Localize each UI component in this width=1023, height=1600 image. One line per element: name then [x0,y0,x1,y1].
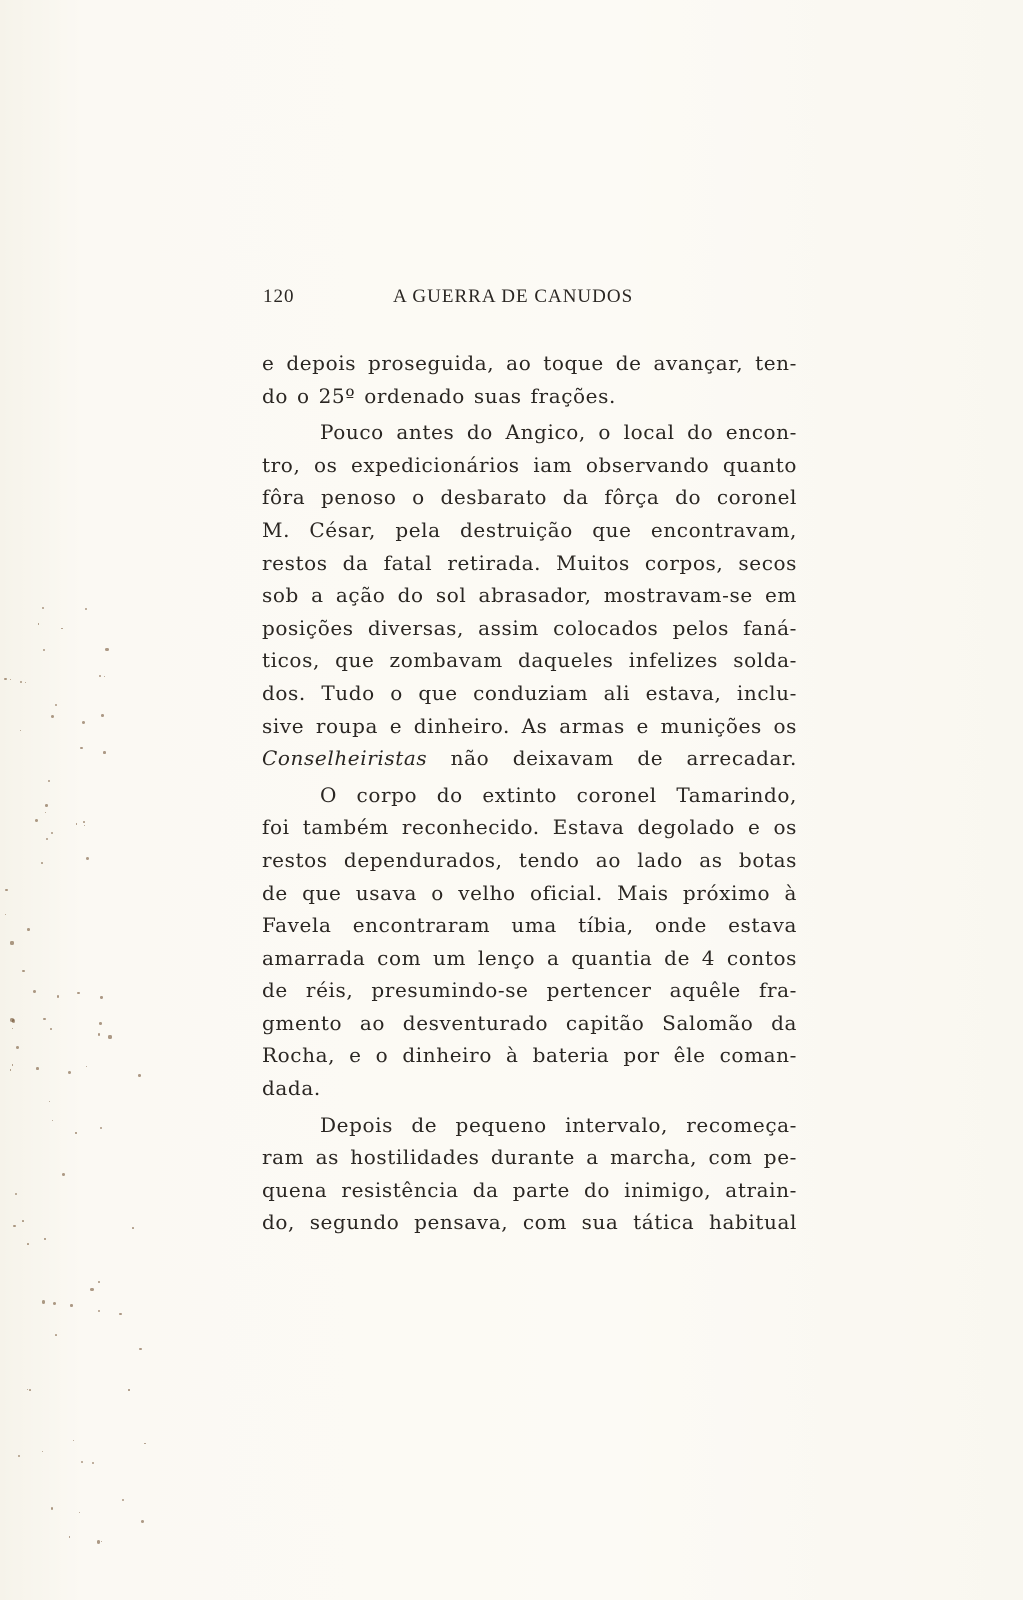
foxing-speck [51,715,54,718]
foxing-speck [55,1334,57,1336]
text-line: M. César, pela destruição que encontravam, [262,517,797,542]
foxing-speck [45,812,46,813]
text-line: do, segundo pensava, com sua tática habitual [262,1210,797,1235]
foxing-speck [12,1064,14,1066]
foxing-speck [99,1022,102,1025]
text-line: ticos, que zombavam daqueles infelizes solda- [262,648,797,673]
text-line: de réis, presumindo-se pertencer aquêle fra- [262,978,797,1003]
foxing-speck [12,1028,13,1029]
foxing-speck [45,804,48,807]
foxing-speck [86,857,89,860]
foxing-speck [10,1018,13,1021]
text-line: Favela encontraram uma tíbia, onde estava [262,913,797,938]
foxing-speck [144,1443,146,1445]
foxing-speck [99,675,101,677]
foxing-speck [98,1310,100,1312]
text-line: restos da fatal retirada. Muitos corpos, secos [262,550,797,575]
text-line: Pouco antes do Angico, o local do encon- [320,420,797,445]
foxing-speck [50,1028,52,1030]
foxing-speck [13,1225,15,1227]
foxing-speck [22,1220,24,1222]
foxing-speck [38,623,40,625]
foxing-speck [85,608,87,610]
text-line: dos. Tudo o que conduziam ali estava, inclu- [262,680,797,705]
foxing-speck [10,679,11,680]
foxing-speck [4,678,6,680]
text-line: dada. [262,1076,321,1101]
text-line: do o 25º ordenado suas frações. [262,383,616,408]
text-line: tro, os expedicionários iam observando quanto [262,452,797,477]
text-line: fôra penoso o desbarato da fôrça do coronel [262,485,797,510]
foxing-speck [57,995,60,998]
foxing-speck [68,1071,71,1074]
foxing-speck [46,838,48,840]
text-line: sob a ação do sol abrasador, mostravam-se em [262,583,797,608]
foxing-speck [101,1541,102,1542]
foxing-speck [18,1455,20,1457]
foxing-speck [97,1540,100,1543]
text-line: quena resistência da parte do inimigo, atrain- [262,1177,797,1202]
running-title: A GUERRA DE CANUDOS [393,286,634,307]
foxing-speck [5,914,6,915]
text-line: sive roupa e dinheiro. As armas e munições os [262,713,797,738]
foxing-speck [43,649,45,651]
text-line: O corpo do extinto coronel Tamarindo, [320,782,797,807]
foxing-speck [128,1389,129,1390]
foxing-speck [27,928,30,931]
foxing-speck [101,714,104,717]
foxing-speck [82,721,85,724]
text-line: restos dependurados, tendo ao lado as botas [262,847,797,872]
foxing-speck [103,751,106,754]
foxing-speck [141,1520,144,1523]
foxing-speck [55,704,57,706]
foxing-speck [122,1499,124,1501]
text-line: Depois de pequeno intervalo, recomeça- [320,1112,797,1137]
foxing-speck [42,1300,45,1303]
foxing-speck [25,682,26,683]
foxing-speck [138,1074,141,1077]
foxing-speck [86,1066,87,1067]
foxing-speck [98,1033,100,1035]
foxing-speck [73,1440,75,1442]
foxing-speck [83,821,85,823]
paragraph-4 [262,1109,797,1239]
foxing-speck [49,1101,50,1102]
foxing-speck [29,1389,31,1391]
foxing-speck [33,990,36,993]
foxing-speck [75,1132,76,1133]
foxing-speck [44,1238,45,1239]
foxing-speck [52,1120,53,1121]
foxing-speck [51,1507,53,1509]
foxing-speck [104,676,106,678]
foxing-speck [22,970,25,973]
foxing-speck [27,1243,29,1245]
foxing-speck [77,992,80,995]
foxing-speck [35,819,38,822]
foxing-speck [42,607,44,609]
foxing-speck [5,889,8,892]
foxing-speck [20,730,21,731]
foxing-speck [10,941,13,944]
foxing-speck [53,1302,56,1305]
text-fragment: não deixavam de arrecadar. [427,746,797,771]
text-line: foi também reconhecido. Estava degolado e os [262,815,797,840]
body-text [262,347,797,1239]
text-line: posições diversas, assim colocados pelos faná- [262,615,797,640]
foxing-speck [80,747,83,750]
text-line: ram as hostilidades durante a marcha, com pe- [262,1145,797,1170]
foxing-speck [84,825,85,826]
foxing-speck [36,1067,39,1070]
text-line: e depois proseguida, ao toque de avançar, ten- [262,351,797,375]
foxing-speck [70,1304,72,1306]
paragraph-1 [262,347,797,412]
foxing-speck [76,823,77,824]
foxing-speck [105,648,108,651]
text-line: Rocha, e o dinheiro à bateria por êle coman- [262,1043,797,1068]
italic-term: Conselheiristas [262,746,428,771]
foxing-speck [61,628,63,630]
foxing-speck [139,1348,141,1350]
foxing-speck [10,1069,12,1071]
foxing-speck [62,1173,65,1176]
page-header [263,286,803,310]
text-line [262,742,797,775]
paragraph-2 [262,416,797,775]
foxing-speck [79,1512,80,1513]
foxing-speck [119,1313,121,1315]
foxing-speck [43,1018,45,1020]
foxing-speck [20,681,22,683]
text-line: gmento ao desventurado capitão Salomão da [262,1010,797,1035]
paragraph-3 [262,779,797,1105]
foxing-speck [132,1227,134,1229]
foxing-speck [48,780,50,782]
foxing-speck [51,832,53,834]
foxing-speck [98,1281,100,1283]
foxing-speck [15,1193,17,1195]
foxing-speck [69,1536,71,1538]
text-line: de que usava o velho oficial. Mais próximo à [262,880,797,905]
foxing-speck [108,1035,111,1038]
foxing-speck [16,1046,19,1049]
foxing-speck [41,862,43,864]
foxing-speck [42,1451,43,1452]
foxing-speck [100,1127,102,1129]
foxing-speck [81,1461,83,1463]
page-number: 120 [263,286,295,307]
foxing-speck [100,996,102,998]
foxing-speck [90,1288,93,1291]
text-line: amarrada com um lenço a quantia de 4 contos [262,945,797,970]
foxing-speck [92,1462,94,1464]
